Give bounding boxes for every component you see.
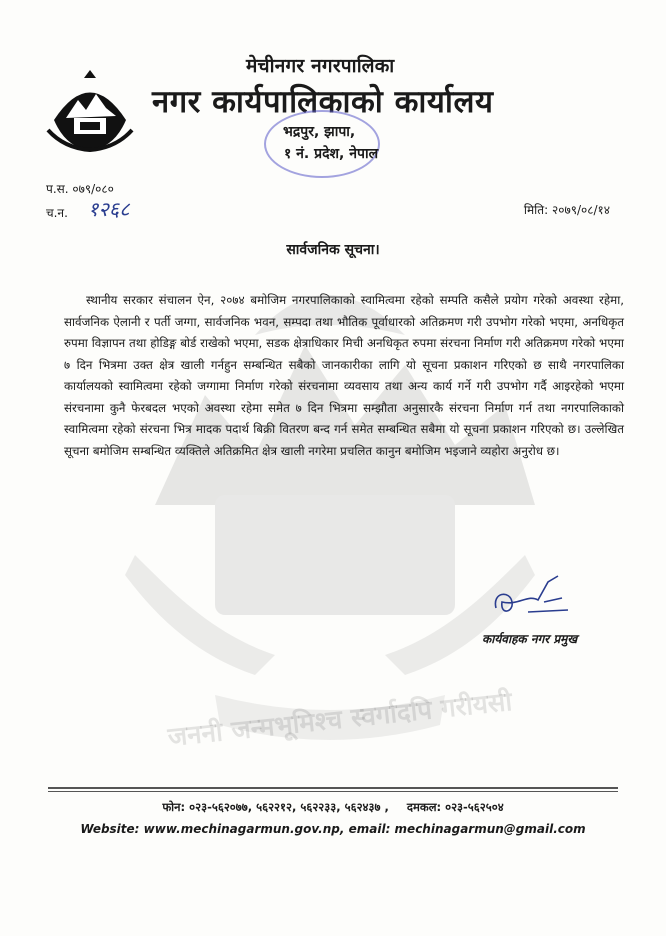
footer-web: Website: www.mechinagarmun.gov.np, email: mechinagarmun@gmail.com xyxy=(80,822,586,836)
footer-divider-thin xyxy=(48,791,618,792)
municipality-name: मेचीनगर नगरपालिका xyxy=(246,55,395,77)
footer-fax: दमकल: ०२३-५६२५०४ xyxy=(406,800,504,814)
letter-date: मिति: २०७९/०८/१४ xyxy=(523,203,610,217)
fiscal-year: प.स. ०७९/०८० xyxy=(46,182,114,196)
notice-subject: सार्वजनिक सूचना। xyxy=(286,242,380,258)
ref-label: च.न. xyxy=(46,206,68,220)
notice-body: स्थानीय सरकार संचालन ऐन, २०७४ बमोजिम नगरपालिकाको स्वामित्वमा रहेको सम्पति कसैले प्रयोग गरेको अवस्था रहेमा, सार्वजनिक ऐलानी र पर्ती जग्गा, सार्वजनिक भवन, सम्पदा तथा भौतिक पूर्वाधारको अतिक्रमण गरी उपभोग गरेको भएमा, अनधिकृत रुपमा विज्ञापन तथा होडिङ्ग बोर्ड राखेको भएमा, सडक क्षेत्राधिकार मिची अनधिकृत रुपमा संरचना निर्माण गरी अतिक्रमण गरेको भएमा ७ दिन भित्रमा उक्त क्षेत्र खाली गर्नहुन सम्बन्धित सबैको जानकारीका लागि यो सूचना प्रकाशन गरिएको छ साथै नगरपालिका कार्यालयको स्वामित्वमा रहेको जग्गामा निर्माण गरेको संरचनामा व्यवसाय तथा अन्य कार्य गर्ने गरी उपभोग गर्दै आइरहेको भएमा संरचनामा कुनै फेरबदल भएको अवस्था रहेमा समेत ७ दिन भित्रमा सम्झौता अनुसारकै संरचना निर्माण गर्न तथा नगरपालिकाको स्वामित्वमा रहेको संरचना भित्र मादक पदार्थ बिक्री वितरण बन्द गर्न समेत सम्बन्धित सबैमा यो सूचना प्रकाशन गरिएको छ। उल्लेखित सूचना बमोजिम सम्बन्धित व्यक्तिले अतिक्रमित क्षेत्र खाली नगरेमा प्रचलित कानुन बमोजिम भइजाने व्यहोरा अनुरोध छ। xyxy=(64,293,624,458)
footer-divider xyxy=(48,787,618,789)
signature-icon xyxy=(488,572,578,622)
address-line2: १ नं. प्रदेश, नेपाल xyxy=(284,146,379,162)
address-line1: भद्रपुर, झापा, xyxy=(283,124,356,140)
signatory-title: कार्यवाहक नगर प्रमुख xyxy=(482,632,578,646)
office-title: नगर कार्यपालिकाको कार्यालय xyxy=(152,84,494,120)
watermark-motto: जननी जन्मभूमिश्च स्वर्गादपि गरीयसी xyxy=(166,687,514,753)
nepal-government-emblem-icon xyxy=(44,70,136,152)
footer-phone: फोन: ०२३-५६२०७७, ५६२२१२, ५६२२३३, ५६२४३७ , xyxy=(162,800,389,814)
ref-number: १२६८ xyxy=(88,197,130,221)
footer-contact xyxy=(0,800,666,815)
